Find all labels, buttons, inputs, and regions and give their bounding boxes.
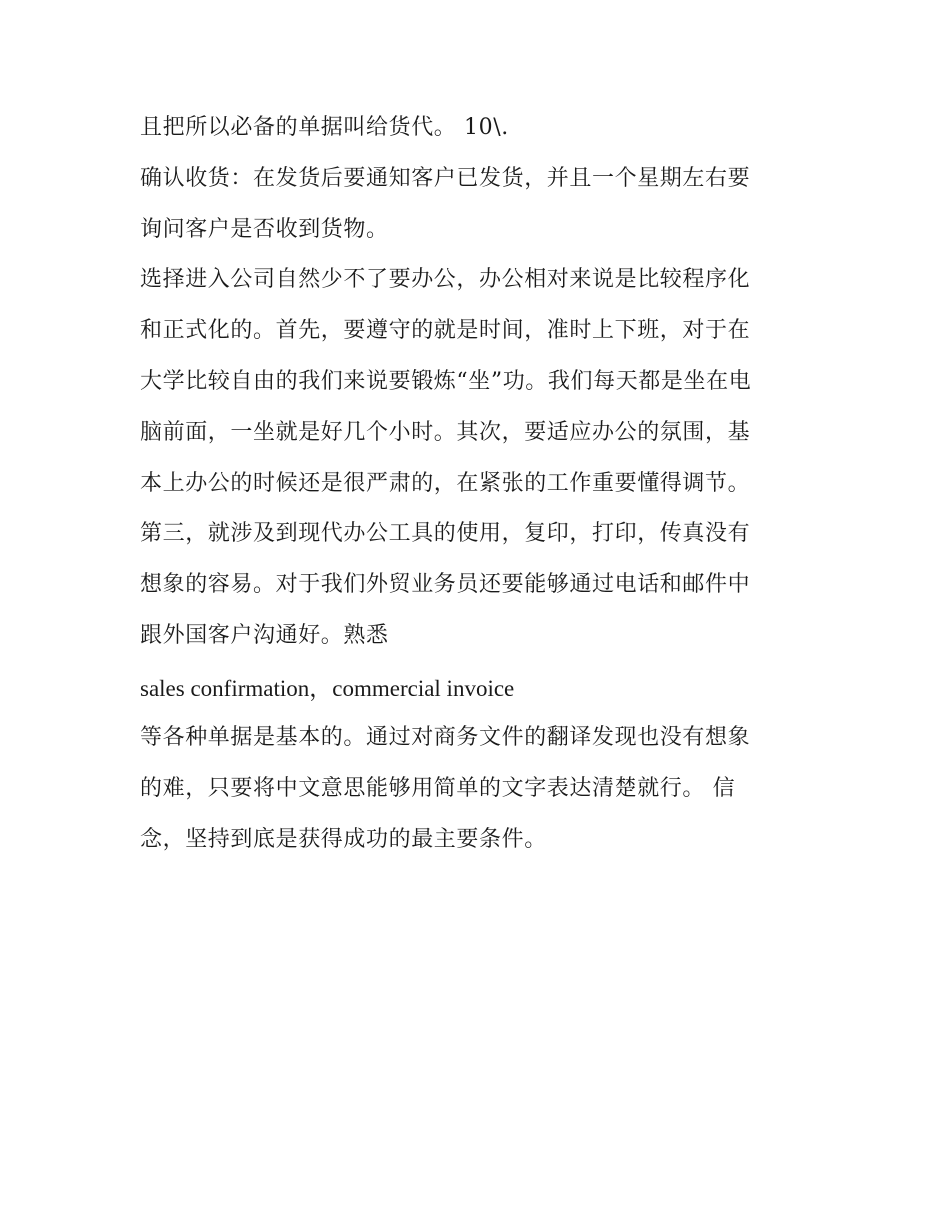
text-line: 和正式化的。首先，要遵守的就是时间，准时上下班，对于在 <box>140 318 751 344</box>
text-line: 脑前面，一坐就是好几个小时。其次，要适应办公的氛围，基 <box>140 419 751 445</box>
text-line: 第三，就涉及到现代办公工具的使用，复印，打印，传真没有 <box>140 521 751 547</box>
text-line: 询问客户是否收到货物。 <box>140 216 389 242</box>
latin-text-line: sales confirmation，commercial invoice <box>140 676 515 701</box>
paragraph-group-2 <box>140 713 820 865</box>
text-line: 念，坚持到底是获得成功的最主要条件。 <box>140 826 547 852</box>
text-line: 本上办公的时候还是很严肃的，在紧张的工作重要懂得调节。 <box>140 470 751 496</box>
text-line: 跟外国客户沟通好。熟悉 <box>140 622 389 648</box>
text-line: 选择进入公司自然少不了要办公，办公相对来说是比较程序化 <box>140 267 751 293</box>
paragraph-group-1 <box>140 103 820 662</box>
text-line: 的难，只要将中文意思能够用简单的文字表达清楚就行。 信 <box>140 775 736 801</box>
text-line: 确认收货：在发货后要通知客户已发货，并且一个星期左右要 <box>140 165 751 191</box>
text-line: 等各种单据是基本的。通过对商务文件的翻译发现也没有想象 <box>140 725 751 750</box>
text-line: 想象的容易。对于我们外贸业务员还要能够通过电话和邮件中 <box>140 572 751 598</box>
text-line: 且把所以必备的单据叫给货代。 10\. <box>140 115 509 140</box>
text-line: 大学比较自由的我们来说要锻炼“坐”功。我们每天都是坐在电 <box>140 368 752 394</box>
